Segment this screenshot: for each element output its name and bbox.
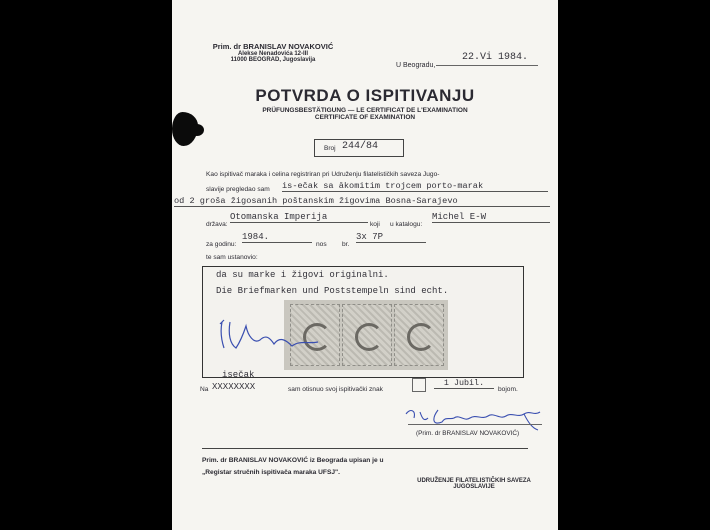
br-label: br. <box>342 241 350 248</box>
examiner-signature <box>402 404 552 432</box>
body-line-1: Kao ispitivač maraka i celina registriran pri Udruženju filatelističkih saveza Jugo- <box>206 171 440 178</box>
letterhead-city: 11000 BEOGRAD, Jugoslavija <box>230 57 316 63</box>
katalog-value: Michel E-W <box>432 212 550 223</box>
examined-item-line-2: od 2 groša žigosanih poštanskim žigovima Bosna-Sarajevo <box>174 196 550 207</box>
footer-union-line-2: JUGOSLAVIJE <box>453 484 495 490</box>
nos-label: nos <box>316 241 327 248</box>
crescent-icon <box>355 323 383 351</box>
ink-stain-drop <box>190 124 204 136</box>
drzava-value: Otomanska Imperija <box>230 212 368 223</box>
date-underline <box>436 65 538 66</box>
heading-subtitle-2: CERTIFICATE OF EXAMINATION <box>314 114 416 121</box>
letterhead <box>208 42 338 63</box>
footer-union-line-1: UDRUŽENJE FILATELISTIČKIH SAVEZA <box>417 478 531 484</box>
mark-text: sam otisnuo svoj ispitivački znak <box>288 386 383 393</box>
stamp-2 <box>342 304 392 366</box>
mark-box <box>412 378 426 392</box>
footer-union <box>414 478 534 490</box>
page-title: POTVRDA O ISPITIVANJU <box>255 86 475 105</box>
ustanovio-label: te sam ustanovio: <box>206 254 258 261</box>
body-line-2-prefix: slavije pregledao sam <box>206 186 270 193</box>
stamp-3 <box>394 304 444 366</box>
koji-label: koji <box>370 221 380 228</box>
struck-text: XXXXXXXX <box>212 382 256 392</box>
finding-line-1: da su marke i žigovi originalni. <box>216 270 389 280</box>
letterhead-name: Prim. dr BRANISLAV NOVAKOVIĆ <box>212 42 334 51</box>
godina-label: za godinu: <box>206 241 237 248</box>
broj-value: 244/84 <box>342 141 379 152</box>
isecak-text: isečak <box>222 370 255 380</box>
br-value: 3x 7P <box>356 232 426 243</box>
bojom-label: bojom. <box>498 386 518 393</box>
godina-value: 1984. <box>242 232 312 243</box>
broj-label: Broj <box>324 145 336 152</box>
finding-line-2: Die Briefmarken und Poststempeln sind echt. <box>216 286 449 296</box>
drzava-label: država: <box>206 221 228 228</box>
letterhead-address: Alekse Nenadovića 12-III <box>237 51 309 57</box>
signature-line <box>408 424 542 425</box>
na-label: Na <box>200 386 209 393</box>
heading-subtitle-1: PRÜFUNGSBESTÄTIGUNG — LE CERTIFICAT DE L'EXAMINATION <box>262 107 468 114</box>
date-value: 22.Vi 1984. <box>462 52 529 63</box>
certificate-page <box>172 0 558 530</box>
katalog-label: u katalogu: <box>390 221 423 228</box>
signature-caption: (Prim. dr BRANISLAV NOVAKOVIĆ) <box>416 430 520 437</box>
footer-divider <box>202 448 528 449</box>
mark-value: 1 Jubil. <box>434 378 494 389</box>
heading <box>172 86 558 121</box>
blue-signature-stamp <box>214 314 330 358</box>
footer-registry: Prim. dr BRANISLAV NOVAKOVIĆ iz Beograda upisan je u „Registar stručnih ispitivača maraka UFSJ". <box>202 457 384 476</box>
crescent-icon <box>407 323 435 351</box>
examined-item-line-1: is-ečak sa ākomitim trojcem porto-marak <box>282 181 548 192</box>
date-prefix: U Beogradu, <box>396 62 436 69</box>
